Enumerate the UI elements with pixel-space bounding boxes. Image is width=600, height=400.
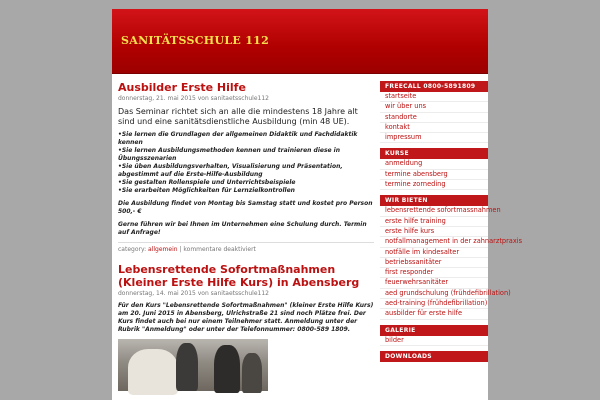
list-item: •Sie lernen Ausbildungsmethoden kennen und trainieren diese in Übungsszenarien [118,147,341,162]
person-figure [176,343,198,391]
post-meta: donnerstag, 21. mai 2015 von sanitaetsschule112 [118,95,269,102]
category-label: category: [118,246,147,253]
sidebar-item[interactable]: lebensrettende sofortmassnahmen [380,206,488,216]
post-footer [118,242,374,253]
sidebar-section-wir-bieten [380,195,523,319]
sidebar-item[interactable]: feuerwehrsanitäter [380,278,488,288]
site-title[interactable]: SANITÄTSSCHULE 112 [121,34,270,47]
site-header [112,9,488,74]
sidebar-item[interactable]: notfallmanagement in der zahnarztpraxis [380,237,488,247]
person-figure [214,345,240,393]
sidebar-item[interactable]: notfälle im kindesalter [380,248,488,258]
sidebar-item[interactable]: betriebssanitäter [380,258,488,268]
sidebar-heading: KURSE [380,148,488,159]
sidebar-item[interactable]: erste hilfe training [380,217,488,227]
post-offer: Gerne führen wir bei Ihnen im Unternehmen eine Schulung durch. Termin auf Anfrage! [118,221,367,236]
sidebar-item[interactable]: anmeldung [380,159,488,169]
comments-status: kommentare deaktiviert [183,246,256,253]
sidebar-item[interactable]: bilder [380,336,488,346]
post-body: Für den Kurs "Lebensrettende Sofortmaßnahmen" (kleiner Erste Hilfe Kurs) am 20. Juni 2015 in Abensberg, Ulrichstraße 21 sind noch Plätze frei. Der Kurs findet auch bei nur einem Teilnehmer statt. Anmeldung unter der Rubrik "Anmeldung" oder unter der Telefonnummer: 0800-589 1809. [118,302,374,333]
sidebar-list [380,159,488,190]
sidebar-heading: GALERIE [380,325,488,336]
sidebar-item[interactable]: aed-training (frühdefibrillation) [380,299,488,309]
post-meta: donnerstag, 14. mai 2015 von sanitaetsschule112 [118,290,269,297]
list-item: •Sie erarbeiten Möglichkeiten für Lernzielkontrollen [118,187,295,194]
post-lead: Das Seminar richtet sich an alle die mindestens 18 Jahre alt sind und eine sanitätsdienstliche Ausbildung (min 48 UE). [118,107,358,126]
sidebar-item[interactable]: startseite [380,92,488,102]
sidebar-item[interactable]: termine abensberg [380,170,488,180]
bullet-list [118,131,374,195]
category-link[interactable]: allgemein [148,246,178,253]
post [118,81,374,253]
sidebar-section-downloads [380,351,488,362]
sidebar-heading: DOWNLOADS [380,351,488,362]
sidebar-heading: WIR BIETEN [380,195,488,206]
sidebar-list [380,206,523,319]
separator: | [177,246,184,253]
sidebar [380,81,523,362]
person-figure [242,353,262,393]
page [112,9,523,400]
sidebar-section-galerie [380,325,488,346]
post-title[interactable]: Ausbilder Erste Hilfe [118,81,246,94]
sidebar-item[interactable]: erste hilfe kurs [380,227,488,237]
post [118,263,374,391]
sidebar-item[interactable]: termine zorneding [380,180,488,190]
post-schedule: Die Ausbildung findet von Montag bis Samstag statt und kostet pro Person 500,- € [118,200,373,215]
sidebar-item[interactable]: ausbilder für erste hilfe [380,309,488,319]
sidebar-heading: FREECALL 0800-5891809 [380,81,488,92]
person-figure [128,349,178,395]
sidebar-list [380,92,488,143]
main-content [118,81,374,391]
list-item: •Sie gestalten Rollenspiele und Unterrichtsbeispiele [118,179,296,186]
post-title[interactable]: Lebensrettende Sofortmaßnahmen (Kleiner Erste Hilfe Kurs) in Abensberg [118,263,360,289]
list-item: •Sie üben Ausbildungsverhalten, Visualisierung und Präsentation, abgestimmt auf die Erste-Hilfe-Ausbildung [118,163,343,178]
list-item: •Sie lernen die Grundlagen der allgemeinen Didaktik und Fachdidaktik kennen [118,131,358,146]
course-photo [118,339,268,391]
sidebar-list [380,336,488,346]
sidebar-section-freecall [380,81,488,143]
sidebar-item[interactable]: aed grundschulung (frühdefibrillation) [380,289,488,299]
sidebar-item[interactable]: standorte [380,113,488,123]
sidebar-item[interactable]: first responder [380,268,488,278]
sidebar-item[interactable]: impressum [380,133,488,143]
sidebar-section-kurse [380,148,488,190]
sidebar-item[interactable]: kontakt [380,123,488,133]
sidebar-item[interactable]: wir über uns [380,102,488,112]
